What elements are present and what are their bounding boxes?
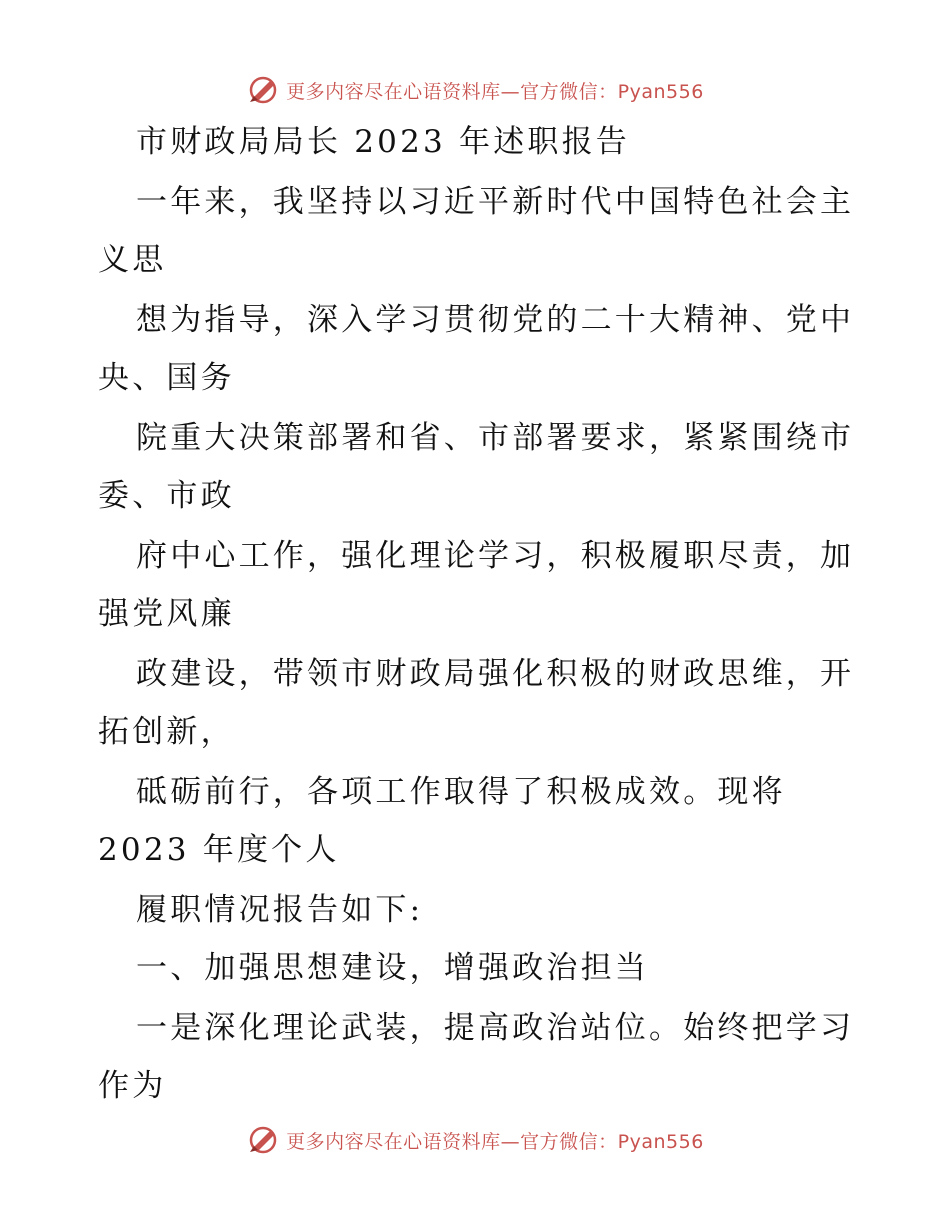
paragraph-line: 2023 年度个人 xyxy=(98,832,340,868)
document-title: 市财政局局长 2023 年述职报告 xyxy=(136,124,630,160)
paragraph-line: 央、国务 xyxy=(98,360,235,396)
paragraph-line: 一是深化理论武装，提高政治站位。始终把学习 xyxy=(136,1010,855,1046)
paragraph-line: 一年来，我坚持以习近平新时代中国特色社会主 xyxy=(136,184,855,220)
paragraph-line: 作为 xyxy=(98,1068,167,1104)
watermark-text: 更多内容尽在心语资料库—官方微信：Pyan556 xyxy=(286,1130,704,1153)
section-heading: 一、加强思想建设，增强政治担当 xyxy=(136,950,649,986)
paragraph-line: 府中心工作，强化理论学习，积极履职尽责，加 xyxy=(136,538,855,574)
paragraph-line: 履职情况报告如下: xyxy=(136,892,424,928)
header-watermark xyxy=(0,70,950,110)
watermark-text: 更多内容尽在心语资料库—官方微信：Pyan556 xyxy=(286,80,704,103)
paragraph-line: 强党风廉 xyxy=(98,596,235,632)
paragraph-line: 拓创新， xyxy=(98,714,235,750)
paragraph-line: 委、市政 xyxy=(98,478,235,514)
paragraph-line: 义思 xyxy=(98,242,167,278)
paragraph-line: 想为指导，深入学习贯彻党的二十大精神、党中 xyxy=(136,302,855,338)
paragraph-line: 院重大决策部署和省、市部署要求，紧紧围绕市 xyxy=(136,420,855,456)
footer-watermark xyxy=(0,1120,950,1160)
paragraph-line: 政建设，带领市财政局强化积极的财政思维，开 xyxy=(136,656,855,692)
pen-logo-icon xyxy=(246,75,280,105)
pen-logo-icon xyxy=(246,1125,280,1155)
paragraph-line: 砥砺前行，各项工作取得了积极成效。现将 xyxy=(136,774,786,810)
